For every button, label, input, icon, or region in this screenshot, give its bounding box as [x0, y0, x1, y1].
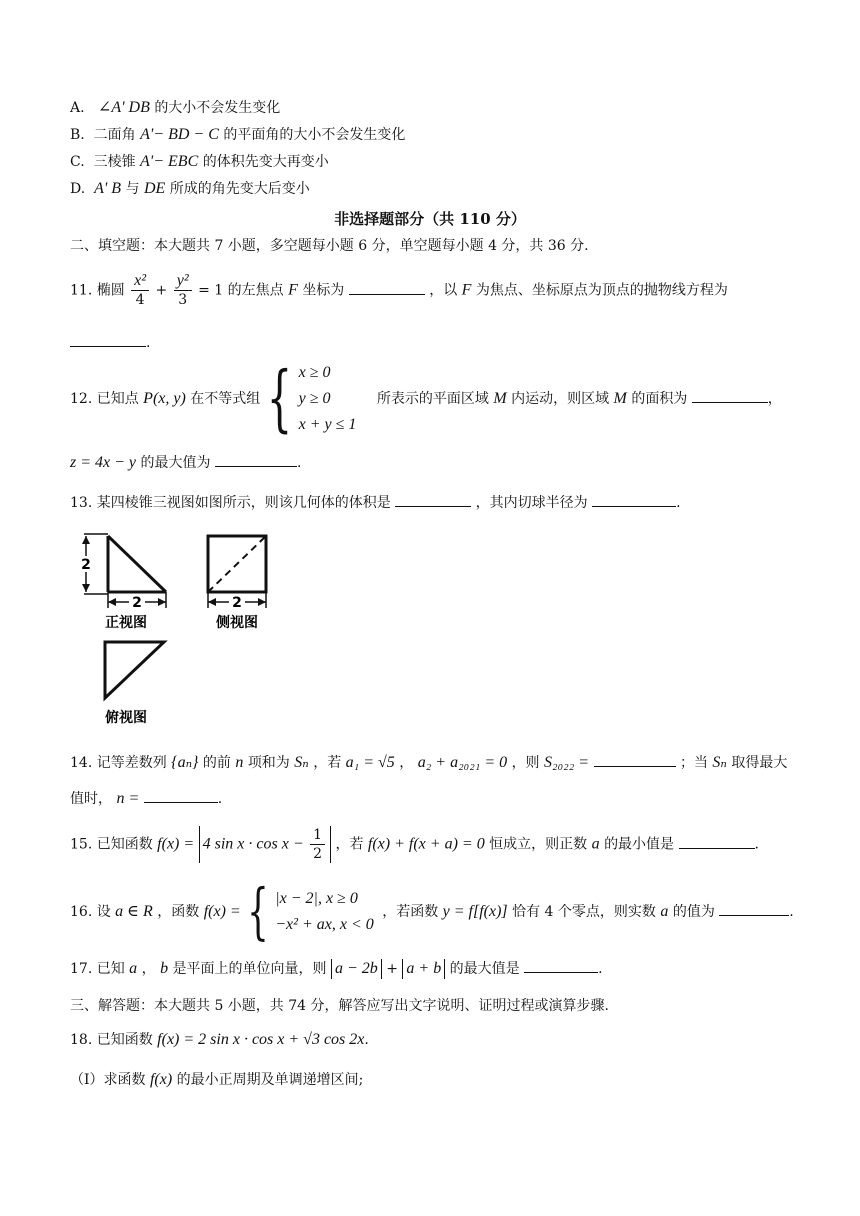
- option-a: [70, 98, 280, 118]
- q17-plus: +: [386, 961, 398, 977]
- q15-cond: f(x) + f(x + a) = 0: [367, 835, 485, 853]
- part3-header: 三、解答题：本大题共 5 小题，共 74 分，解答应写出文字说明、证明过程或演算步骤.: [70, 998, 609, 1014]
- q16-num: 16. 设: [70, 904, 111, 920]
- q14-s2022: S₂₀₂₂ =: [544, 754, 590, 771]
- question-13: [70, 492, 681, 513]
- option-b-prefix: B.: [70, 127, 85, 143]
- option-c-text2: 的体积先变大再变小: [202, 154, 329, 170]
- question-11-line2: [70, 332, 150, 353]
- question-14-line2: [70, 788, 222, 809]
- q12-point: P(x, y): [143, 390, 186, 407]
- question-17: [70, 958, 603, 979]
- q14-text6: 取得最大: [731, 755, 788, 771]
- option-a-math: ∠A' DB: [97, 99, 150, 116]
- q15-abs: [199, 826, 331, 863]
- q13-blank-1[interactable]: [395, 492, 471, 507]
- section-title: 非选择题部分（共 110 分）: [334, 210, 526, 228]
- q14-line2a: 值时，: [70, 791, 112, 807]
- q11-text3: ，以: [429, 282, 458, 299]
- front-dim-height: 2: [81, 557, 91, 573]
- q16-ar: a ∈ R: [115, 903, 153, 920]
- q16-case1: |x − 2|, x ≥ 0: [275, 890, 358, 907]
- q17-sep: ，: [141, 961, 156, 977]
- q14-n: n: [235, 754, 244, 771]
- option-b-text2: 的平面角的大小不会发生变化: [223, 127, 406, 143]
- q11-f1: F: [288, 281, 298, 299]
- q11-frac-x-num: x²: [131, 272, 149, 291]
- q11-frac-x: [131, 272, 149, 309]
- q14-end: .: [217, 791, 223, 807]
- q12-text3: 内运动，则区域: [511, 391, 610, 407]
- q17-blank[interactable]: [524, 958, 598, 973]
- q12-brace: {: [266, 357, 293, 441]
- q16-blank[interactable]: [719, 901, 789, 916]
- q14-blank-2[interactable]: [144, 788, 218, 803]
- q16-text1: ，函数: [157, 904, 200, 920]
- question-18-part1: [70, 1070, 363, 1090]
- q14-text2: 项和为: [247, 755, 290, 771]
- q15-text3: 的最小值是: [604, 836, 675, 853]
- option-a-prefix: A.: [70, 100, 85, 116]
- q11-frac-x-den: 4: [135, 292, 145, 308]
- q15-a: a: [591, 835, 600, 853]
- q11-frac-y-den: 3: [178, 292, 188, 308]
- option-b: [70, 125, 405, 145]
- side-view-label: 侧视图: [216, 615, 258, 631]
- q15-half-num: 1: [310, 826, 325, 845]
- q17-text2: 的最大值是: [449, 961, 520, 977]
- q18-end: .: [364, 1032, 369, 1048]
- q16-text3: 恰有 4 个零点，则实数: [512, 904, 656, 920]
- q11-eq: = 1: [198, 282, 224, 299]
- q12-comma: ，: [767, 391, 782, 407]
- question-16: [70, 876, 794, 948]
- q18-fx: f(x) = 2 sin x · cos x + √3 cos 2x: [157, 1031, 365, 1048]
- q12-m1: M: [493, 390, 507, 407]
- q15-half-den: 2: [313, 846, 322, 862]
- q14-seq: {aₙ}: [171, 754, 199, 771]
- option-c: [70, 152, 329, 172]
- q13-end: .: [676, 495, 681, 511]
- option-b-text1: 二面角: [93, 127, 136, 143]
- q12-text2: 所表示的平面区域: [376, 391, 489, 407]
- q15-inner: 4 sin x · cos x −: [202, 835, 304, 853]
- front-dim-width: 2: [132, 595, 142, 611]
- q15-text1: ，若: [335, 836, 364, 853]
- q15-blank[interactable]: [679, 834, 755, 849]
- question-15: [70, 826, 759, 863]
- q11-text4: 为焦点、坐标原点为顶点的抛物线方程为: [475, 282, 728, 299]
- q14-text5: ；当: [679, 755, 708, 771]
- q15-num: 15. 已知函数: [70, 836, 153, 853]
- q17-a: a: [129, 960, 138, 977]
- q16-cases: [275, 886, 374, 938]
- q11-f2: F: [461, 281, 472, 299]
- q11-text1: 的左焦点: [227, 282, 284, 299]
- q18-1-fx: f(x): [149, 1071, 173, 1088]
- q14-neq: n =: [116, 790, 140, 807]
- q12-text5: 的最大值为: [140, 455, 211, 471]
- q13-blank-2[interactable]: [592, 492, 676, 507]
- q18-1-text2: 的最小正周期及单调递增区间;: [176, 1072, 364, 1088]
- q12-z: z = 4x − y: [70, 454, 137, 471]
- q14-num: 14. 记等差数列: [70, 755, 167, 771]
- q12-system: [299, 360, 357, 438]
- q16-a: a: [660, 903, 669, 920]
- q11-text2: 坐标为: [302, 282, 345, 299]
- q12-ineq-2: y ≥ 0: [298, 390, 331, 407]
- q17-text1: 是平面上的单位向量，则: [172, 961, 327, 977]
- q15-half: [310, 826, 325, 863]
- q17-num: 17. 已知: [70, 961, 125, 977]
- q14-sn2: Sₙ: [712, 754, 727, 771]
- q14-sn: Sₙ: [294, 754, 309, 771]
- q11-frac-y: [174, 272, 192, 309]
- q16-fx: f(x) =: [203, 903, 241, 920]
- option-c-math: A'− EBC: [140, 153, 199, 170]
- q13-text2: ，其内切球半径为: [475, 495, 588, 511]
- q18-1-text1: （Ⅰ）求函数: [70, 1072, 146, 1088]
- q12-blank-1[interactable]: [692, 388, 768, 403]
- question-14: [70, 752, 787, 773]
- q12-blank-2[interactable]: [215, 452, 297, 467]
- question-18: [70, 1030, 369, 1050]
- q17-b: b: [160, 960, 169, 977]
- part2-header: 二、填空题：本大题共 7 小题，多空题每小题 6 分，单空题每小题 4 分，共 36 分.: [70, 238, 589, 254]
- q11-blank-1[interactable]: [349, 280, 425, 295]
- option-d-text2: 所成的角先变大后变小: [169, 181, 310, 197]
- q15-fx: f(x) =: [157, 835, 195, 853]
- q16-case2: −x² + ax, x < 0: [275, 916, 374, 933]
- q12-m2: M: [613, 390, 627, 407]
- q11-frac-y-num: y²: [174, 272, 192, 291]
- option-b-math: A'− BD − C: [140, 126, 219, 143]
- q11-blank-2[interactable]: [70, 332, 146, 347]
- top-view-label: 俯视图: [105, 710, 147, 726]
- q14-text4: ，则: [511, 755, 540, 771]
- q11-num: 11. 椭圆: [70, 282, 125, 299]
- q17-expr2: a + b: [402, 959, 445, 979]
- q14-cond: a₂ + a₂₀₂₁ = 0: [417, 754, 508, 771]
- q12-num: 12. 已知点: [70, 391, 139, 407]
- side-dim-width: 2: [232, 595, 242, 611]
- q11-end: .: [146, 335, 151, 351]
- q16-brace: {: [247, 876, 269, 948]
- q18-num: 18. 已知函数: [70, 1032, 153, 1048]
- option-d: [70, 179, 310, 199]
- q12-end: .: [296, 455, 302, 471]
- q12-ineq-1: x ≥ 0: [298, 364, 331, 381]
- front-view-label: 正视图: [105, 615, 147, 631]
- q15-end: .: [754, 836, 759, 853]
- q14-blank-1[interactable]: [594, 752, 676, 767]
- q17-expr1: a − 2b: [331, 959, 382, 979]
- front-view: [78, 534, 166, 631]
- question-11: [70, 272, 728, 309]
- option-c-prefix: C.: [70, 154, 85, 170]
- side-view: [208, 536, 266, 631]
- question-12-line2: [70, 452, 301, 473]
- option-d-math1: A' B: [94, 180, 122, 197]
- q14-text3: ，若: [313, 755, 342, 771]
- q14-a1: a₁ = √5: [345, 754, 395, 771]
- option-c-text1: 三棱锥: [93, 154, 136, 170]
- q12-ineq-3: x + y ≤ 1: [298, 416, 357, 433]
- three-view-figure: [68, 528, 288, 730]
- option-d-math2: DE: [143, 180, 166, 197]
- q14-text1: 的前: [202, 755, 231, 771]
- question-12: [70, 357, 782, 441]
- option-d-text1: 与: [125, 181, 140, 197]
- q13-text: 13. 某四棱锥三视图如图所示，则该几何体的体积是: [70, 495, 391, 511]
- q11-plus: +: [155, 282, 168, 299]
- q16-yf: y = f[f(x)]: [442, 903, 508, 920]
- q12-text4: 的面积为: [631, 391, 688, 407]
- q17-end: .: [598, 961, 603, 977]
- q14-sep: ，: [399, 755, 414, 771]
- q16-text2: ，若函数: [382, 904, 439, 920]
- q12-text1: 在不等式组: [190, 391, 261, 407]
- option-a-text: 的大小不会发生变化: [154, 100, 281, 116]
- q16-end: .: [789, 904, 794, 920]
- top-view: [105, 642, 164, 726]
- q16-text4: 的值为: [672, 904, 715, 920]
- option-d-prefix: D.: [70, 181, 86, 197]
- q15-text2: 恒成立，则正数: [489, 836, 588, 853]
